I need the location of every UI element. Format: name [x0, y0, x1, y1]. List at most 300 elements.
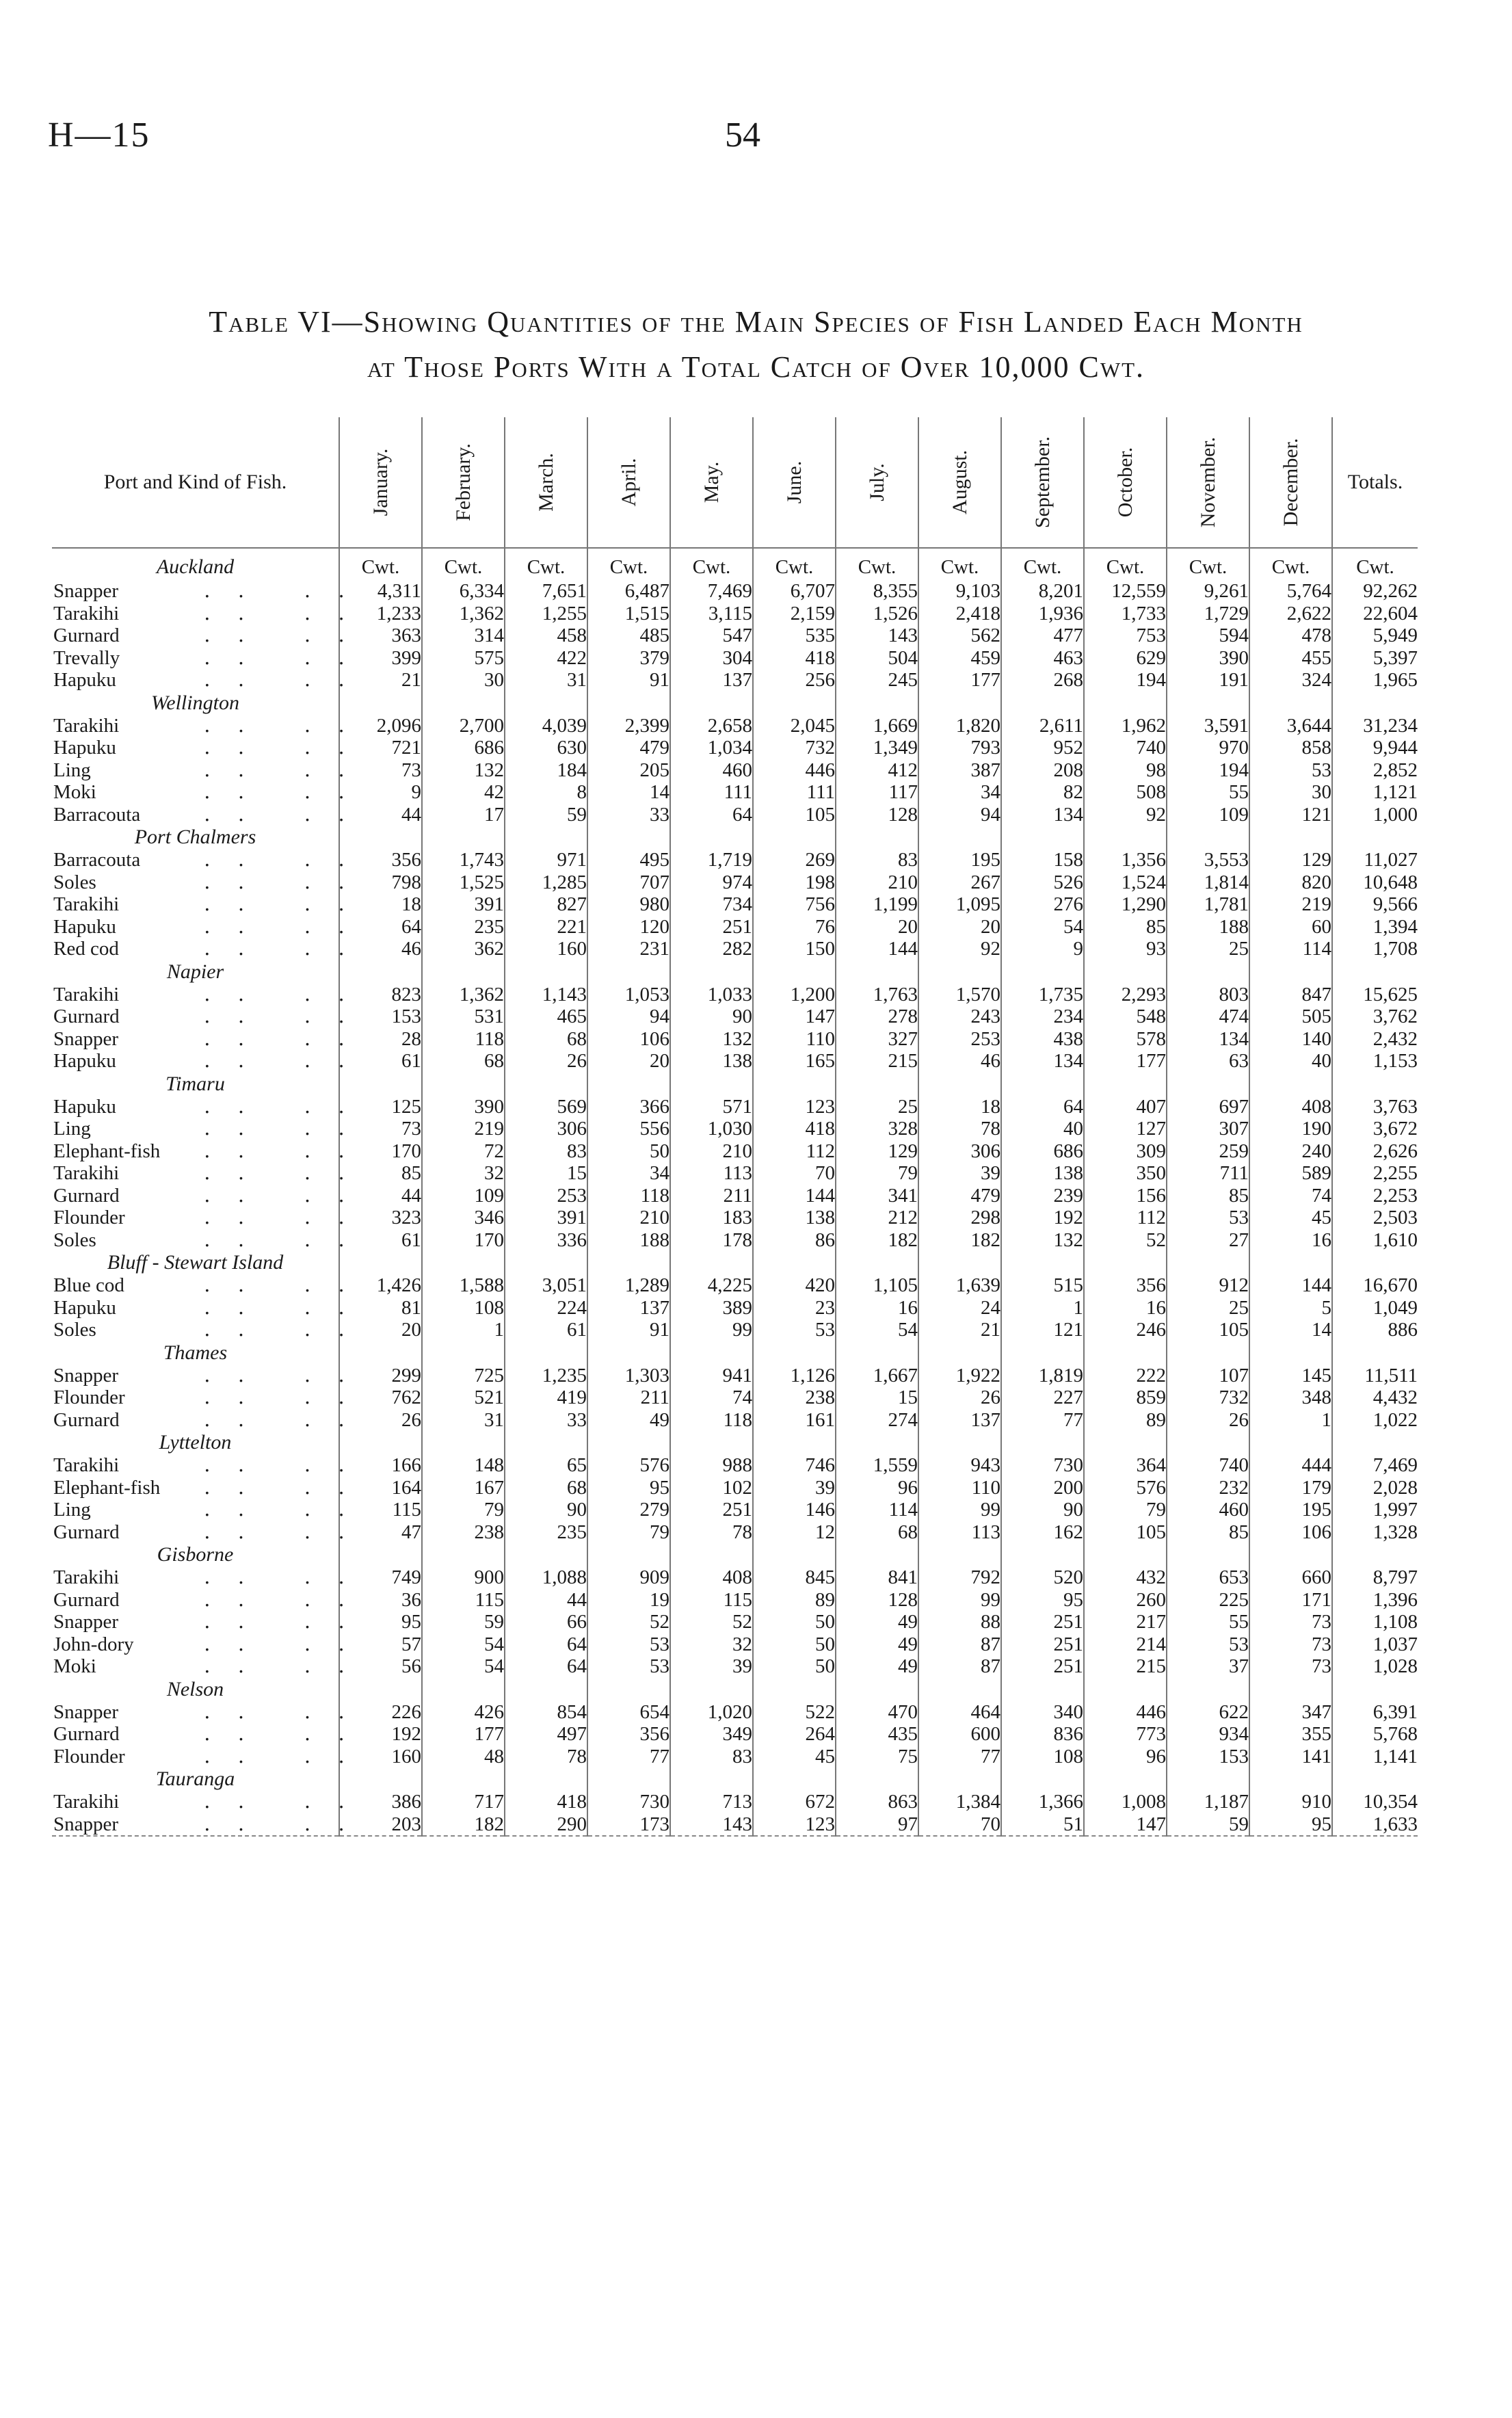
table-row — [52, 1723, 1418, 1746]
value-cell: 211 — [670, 1185, 753, 1207]
value-cell: 279 — [587, 1499, 670, 1521]
total-cell: 1,141 — [1332, 1746, 1418, 1768]
fish-cell — [52, 714, 372, 737]
value-cell: 45 — [1249, 1207, 1332, 1229]
leader-dots: ․․ ․․ — [204, 1050, 372, 1072]
fish-cell — [52, 602, 372, 625]
value-cell: 83 — [670, 1746, 753, 1768]
value-cell: 1,285 — [505, 871, 587, 894]
value-cell: 820 — [1249, 871, 1332, 894]
leader-dots: ․․ ․․ — [204, 1611, 372, 1633]
port-row — [52, 1073, 1418, 1096]
value-cell: 78 — [918, 1118, 1001, 1140]
value-cell: 33 — [587, 804, 670, 826]
value-cell: 2,611 — [1001, 715, 1084, 737]
leader-dots: ․․ ․․ — [204, 1095, 372, 1118]
fish-cell — [52, 983, 372, 1006]
month-label: December. — [1279, 438, 1302, 527]
value-cell: 190 — [1249, 1118, 1332, 1140]
value-cell: 508 — [1084, 781, 1167, 804]
value-cell: 3,553 — [1167, 849, 1249, 871]
table-row — [52, 849, 1418, 871]
leader-dots: ․․ ․․ — [204, 602, 372, 625]
table-row — [52, 1746, 1418, 1768]
value-cell: 24 — [918, 1297, 1001, 1319]
value-cell: 847 — [1249, 984, 1332, 1006]
leader-dots: ․․ ․․ — [204, 1476, 372, 1499]
value-cell: 479 — [918, 1185, 1001, 1207]
value-cell: 27 — [1167, 1229, 1249, 1252]
column-header-month — [1084, 417, 1167, 548]
value-cell: 50 — [753, 1655, 836, 1678]
unit-label: Cwt. — [422, 548, 505, 580]
value-cell: 39 — [753, 1477, 836, 1499]
value-cell: 112 — [1084, 1207, 1167, 1229]
value-cell: 909 — [587, 1566, 670, 1589]
value-cell: 102 — [670, 1477, 753, 1499]
fish-name: Gurnard — [53, 625, 120, 646]
value-cell: 253 — [918, 1028, 1001, 1051]
value-cell: 73 — [1249, 1655, 1332, 1678]
total-cell: 2,626 — [1332, 1140, 1418, 1163]
value-cell: 387 — [918, 759, 1001, 782]
value-cell: 1,814 — [1167, 871, 1249, 894]
value-cell: 160 — [339, 1746, 422, 1768]
value-cell: 111 — [753, 781, 836, 804]
value-cell: 1,008 — [1084, 1791, 1167, 1813]
value-cell: 115 — [422, 1589, 505, 1612]
value-cell: 26 — [918, 1387, 1001, 1409]
value-cell: 89 — [753, 1589, 836, 1612]
total-cell: 2,503 — [1332, 1207, 1418, 1229]
column-header-month — [753, 417, 836, 548]
unit-label: Cwt. — [753, 548, 836, 580]
value-cell: 113 — [918, 1521, 1001, 1544]
table-row — [52, 1387, 1418, 1409]
value-cell: 6,707 — [753, 580, 836, 603]
value-cell: 160 — [505, 938, 587, 960]
value-cell: 26 — [339, 1409, 422, 1432]
value-cell: 3,051 — [505, 1274, 587, 1297]
value-cell: 68 — [505, 1477, 587, 1499]
fish-name: Tarakihi — [53, 714, 120, 737]
value-cell: 2,700 — [422, 715, 505, 737]
value-cell: 177 — [918, 669, 1001, 692]
value-cell: 389 — [670, 1297, 753, 1319]
value-cell: 32 — [422, 1162, 505, 1185]
table-row — [52, 1365, 1418, 1387]
table-row — [52, 1521, 1418, 1544]
value-cell: 1,105 — [836, 1274, 918, 1297]
page-ref: H—15 — [48, 116, 150, 155]
value-cell: 444 — [1249, 1454, 1332, 1477]
total-cell: 4,432 — [1332, 1387, 1418, 1409]
value-cell: 713 — [670, 1791, 753, 1813]
value-cell: 205 — [587, 759, 670, 782]
value-cell: 531 — [422, 1006, 505, 1028]
unit-label: Cwt. — [670, 548, 753, 580]
value-cell: 146 — [753, 1499, 836, 1521]
total-cell: 1,022 — [1332, 1409, 1418, 1432]
value-cell: 3,591 — [1167, 715, 1249, 737]
fish-name: Tarakihi — [53, 893, 120, 915]
value-cell: 144 — [836, 938, 918, 960]
value-cell: 1,053 — [587, 984, 670, 1006]
value-cell: 235 — [505, 1521, 587, 1544]
fish-name: Flounder — [53, 1745, 125, 1767]
value-cell: 732 — [753, 737, 836, 759]
total-cell: 1,153 — [1332, 1050, 1418, 1073]
value-cell: 470 — [836, 1701, 918, 1724]
value-cell: 77 — [1001, 1409, 1084, 1432]
leader-dots: ․․ ․․ — [204, 1700, 372, 1723]
value-cell: 900 — [422, 1566, 505, 1589]
fish-name: Ling — [53, 1118, 91, 1140]
value-cell: 264 — [753, 1723, 836, 1746]
value-cell: 198 — [753, 871, 836, 894]
page-number: 54 — [725, 116, 760, 155]
value-cell: 407 — [1084, 1096, 1167, 1118]
value-cell: 191 — [1167, 669, 1249, 692]
value-cell: 9 — [339, 781, 422, 804]
total-cell: 1,028 — [1332, 1655, 1418, 1678]
value-cell: 497 — [505, 1723, 587, 1746]
value-cell: 144 — [1249, 1274, 1332, 1297]
table-row — [52, 1633, 1418, 1656]
leader-dots: ․․ ․․ — [204, 1162, 372, 1184]
leader-dots: ․․ ․․ — [204, 893, 372, 915]
value-cell: 21 — [339, 669, 422, 692]
leader-dots: ․․ ․․ — [204, 1588, 372, 1611]
value-cell: 356 — [339, 849, 422, 871]
value-cell: 408 — [670, 1566, 753, 1589]
table-row — [52, 1274, 1418, 1297]
value-cell: 1,126 — [753, 1365, 836, 1387]
value-cell: 364 — [1084, 1454, 1167, 1477]
value-cell: 221 — [505, 916, 587, 938]
table-row — [52, 625, 1418, 647]
fish-name: Tarakihi — [53, 1162, 120, 1184]
value-cell: 138 — [1001, 1162, 1084, 1185]
value-cell: 137 — [587, 1297, 670, 1319]
value-cell: 971 — [505, 849, 587, 871]
value-cell: 1,515 — [587, 603, 670, 625]
value-cell: 422 — [505, 647, 587, 670]
leader-dots: ․․ ․․ — [204, 646, 372, 669]
value-cell: 420 — [753, 1274, 836, 1297]
value-cell: 1,743 — [422, 849, 505, 871]
table-row — [52, 715, 1418, 737]
value-cell: 306 — [505, 1118, 587, 1140]
value-cell: 548 — [1084, 1006, 1167, 1028]
value-cell: 2,096 — [339, 715, 422, 737]
value-cell: 89 — [1084, 1409, 1167, 1432]
value-cell: 845 — [753, 1566, 836, 1589]
column-header-month — [587, 417, 670, 548]
value-cell: 15 — [505, 1162, 587, 1185]
value-cell: 107 — [1167, 1365, 1249, 1387]
column-header-month — [836, 417, 918, 548]
fish-name: Snapper — [53, 1611, 119, 1633]
value-cell: 64 — [1001, 1096, 1084, 1118]
table-row — [52, 1229, 1418, 1252]
total-cell: 1,708 — [1332, 938, 1418, 960]
value-cell: 212 — [836, 1207, 918, 1229]
value-cell: 87 — [918, 1655, 1001, 1678]
value-cell: 418 — [753, 1118, 836, 1140]
fish-cell — [52, 1118, 372, 1140]
leader-dots: ․․ ․․ — [204, 625, 372, 646]
fish-cell — [52, 893, 372, 916]
port-name: Port Chalmers — [134, 826, 256, 848]
total-cell: 9,566 — [1332, 893, 1418, 916]
value-cell: 2,045 — [753, 715, 836, 737]
column-header-month — [1001, 417, 1084, 548]
value-cell: 391 — [422, 893, 505, 916]
value-cell: 188 — [1167, 916, 1249, 938]
value-cell: 390 — [1167, 647, 1249, 670]
value-cell: 1,729 — [1167, 603, 1249, 625]
fish-cell — [52, 1611, 372, 1633]
value-cell: 134 — [1001, 804, 1084, 826]
table-row — [52, 1701, 1418, 1724]
value-cell: 8 — [505, 781, 587, 804]
table-row — [52, 1589, 1418, 1612]
value-cell: 73 — [1249, 1633, 1332, 1656]
value-cell: 432 — [1084, 1566, 1167, 1589]
value-cell: 138 — [753, 1207, 836, 1229]
value-cell: 240 — [1249, 1140, 1332, 1163]
value-cell: 8,355 — [836, 580, 918, 603]
fish-name: Hapuku — [53, 669, 116, 691]
value-cell: 36 — [339, 1589, 422, 1612]
value-cell: 56 — [339, 1655, 422, 1678]
value-cell: 238 — [422, 1521, 505, 1544]
value-cell: 188 — [587, 1229, 670, 1252]
value-cell: 251 — [670, 916, 753, 938]
value-cell: 1,384 — [918, 1791, 1001, 1813]
fish-cell — [52, 1207, 372, 1229]
value-cell: 505 — [1249, 1006, 1332, 1028]
value-cell: 459 — [918, 647, 1001, 670]
unit-label: Cwt. — [1001, 548, 1084, 580]
value-cell: 1,588 — [422, 1274, 505, 1297]
value-cell: 125 — [339, 1096, 422, 1118]
value-cell: 109 — [1167, 804, 1249, 826]
value-cell: 134 — [1001, 1050, 1084, 1073]
value-cell: 64 — [505, 1655, 587, 1678]
value-cell: 672 — [753, 1791, 836, 1813]
total-cell: 1,394 — [1332, 916, 1418, 938]
value-cell: 137 — [670, 669, 753, 692]
value-cell: 79 — [422, 1499, 505, 1521]
value-cell: 53 — [1249, 759, 1332, 782]
value-cell: 654 — [587, 1701, 670, 1724]
value-cell: 730 — [1001, 1454, 1084, 1477]
total-cell: 2,852 — [1332, 759, 1418, 782]
value-cell: 210 — [836, 871, 918, 894]
table-row — [52, 1791, 1418, 1813]
leader-dots: ․․ ․․ — [204, 1228, 372, 1251]
fish-cell — [52, 1387, 372, 1409]
value-cell: 243 — [918, 1006, 1001, 1028]
value-cell: 458 — [505, 625, 587, 647]
value-cell: 6,334 — [422, 580, 505, 603]
leader-dots: ․․ ․․ — [204, 1791, 372, 1813]
value-cell: 234 — [1001, 1006, 1084, 1028]
fish-name: Snapper — [53, 1027, 119, 1050]
port-name: Tauranga — [155, 1767, 235, 1790]
column-header-totals: Totals. — [1332, 417, 1418, 548]
value-cell: 52 — [587, 1611, 670, 1633]
table-row — [52, 1207, 1418, 1229]
fish-cell — [52, 1162, 372, 1185]
value-cell: 210 — [587, 1207, 670, 1229]
value-cell: 306 — [918, 1140, 1001, 1163]
value-cell: 547 — [670, 625, 753, 647]
table-row — [52, 1028, 1418, 1051]
table-row — [52, 1297, 1418, 1319]
value-cell: 105 — [1084, 1521, 1167, 1544]
value-cell: 158 — [1001, 849, 1084, 871]
value-cell: 278 — [836, 1006, 918, 1028]
value-cell: 222 — [1084, 1365, 1167, 1387]
value-cell: 59 — [1167, 1813, 1249, 1837]
value-cell: 235 — [422, 916, 505, 938]
table-row — [52, 781, 1418, 804]
value-cell: 390 — [422, 1096, 505, 1118]
value-cell: 854 — [505, 1701, 587, 1724]
table-row — [52, 1050, 1418, 1073]
value-cell: 18 — [339, 893, 422, 916]
fish-name: Elephant-fish — [53, 1476, 161, 1499]
value-cell: 1,289 — [587, 1274, 670, 1297]
value-cell: 578 — [1084, 1028, 1167, 1051]
value-cell: 53 — [1167, 1207, 1249, 1229]
value-cell: 75 — [836, 1746, 918, 1768]
value-cell: 128 — [836, 804, 918, 826]
total-cell: 1,049 — [1332, 1297, 1418, 1319]
value-cell: 88 — [918, 1611, 1001, 1633]
fish-name: Gurnard — [53, 1408, 120, 1431]
value-cell: 106 — [587, 1028, 670, 1051]
value-cell: 446 — [753, 759, 836, 782]
value-cell: 1,669 — [836, 715, 918, 737]
value-cell: 54 — [422, 1655, 505, 1678]
value-cell: 349 — [670, 1723, 753, 1746]
value-cell: 355 — [1249, 1723, 1332, 1746]
value-cell: 340 — [1001, 1701, 1084, 1724]
leader-dots: ․․ ․․ — [204, 1454, 372, 1476]
value-cell: 1 — [1001, 1297, 1084, 1319]
fish-name: Snapper — [53, 1364, 119, 1387]
fish-cell — [52, 938, 372, 960]
month-label: July. — [865, 463, 888, 501]
value-cell: 54 — [422, 1633, 505, 1656]
value-cell: 3,644 — [1249, 715, 1332, 737]
leader-dots: ․․ ․․ — [204, 737, 372, 759]
fish-cell — [52, 1319, 372, 1341]
leader-dots: ․․ ․․ — [204, 1027, 372, 1050]
total-cell: 11,511 — [1332, 1365, 1418, 1387]
column-header-month — [339, 417, 422, 548]
value-cell: 391 — [505, 1207, 587, 1229]
unit-label: Cwt. — [1249, 548, 1332, 580]
value-cell: 93 — [1084, 938, 1167, 960]
value-cell: 366 — [587, 1096, 670, 1118]
fish-cell — [52, 1228, 372, 1252]
value-cell: 143 — [836, 625, 918, 647]
value-cell: 73 — [339, 1118, 422, 1140]
value-cell: 208 — [1001, 759, 1084, 782]
value-cell: 95 — [1249, 1813, 1332, 1837]
table-row — [52, 1319, 1418, 1341]
value-cell: 145 — [1249, 1365, 1332, 1387]
value-cell: 1,639 — [918, 1274, 1001, 1297]
value-cell: 859 — [1084, 1387, 1167, 1409]
value-cell: 725 — [422, 1365, 505, 1387]
fish-name: Barracouta — [53, 849, 141, 871]
value-cell: 309 — [1084, 1140, 1167, 1163]
total-cell: 8,797 — [1332, 1566, 1418, 1589]
value-cell: 92 — [918, 938, 1001, 960]
value-cell: 148 — [422, 1454, 505, 1477]
value-cell: 106 — [1249, 1521, 1332, 1544]
fish-cell — [52, 646, 372, 670]
value-cell: 85 — [339, 1162, 422, 1185]
leader-dots: ․․ ․․ — [204, 781, 372, 803]
total-cell: 10,648 — [1332, 871, 1418, 894]
value-cell: 73 — [1249, 1611, 1332, 1633]
fish-name: Gurnard — [53, 1723, 120, 1745]
value-cell: 1,962 — [1084, 715, 1167, 737]
month-label: October. — [1113, 447, 1137, 518]
total-cell: 5,768 — [1332, 1723, 1418, 1746]
header-row — [52, 417, 1418, 548]
fish-cell — [52, 781, 372, 804]
value-cell: 274 — [836, 1409, 918, 1432]
value-cell: 121 — [1001, 1319, 1084, 1341]
value-cell: 166 — [339, 1454, 422, 1477]
total-cell: 1,121 — [1332, 781, 1418, 804]
value-cell: 162 — [1001, 1521, 1084, 1544]
value-cell: 1,667 — [836, 1365, 918, 1387]
column-header-port-fish: Port and Kind of Fish. — [52, 417, 339, 548]
month-label: August. — [948, 449, 971, 515]
value-cell: 5 — [1249, 1297, 1332, 1319]
value-cell: 52 — [1084, 1229, 1167, 1252]
value-cell: 299 — [339, 1365, 422, 1387]
value-cell: 34 — [587, 1162, 670, 1185]
value-cell: 118 — [587, 1185, 670, 1207]
table-row — [52, 669, 1418, 692]
fish-name: Moki — [53, 1655, 96, 1677]
value-cell: 827 — [505, 893, 587, 916]
value-cell: 42 — [422, 781, 505, 804]
total-cell: 1,997 — [1332, 1499, 1418, 1521]
value-cell: 68 — [505, 1028, 587, 1051]
value-cell: 161 — [753, 1409, 836, 1432]
value-cell: 68 — [836, 1521, 918, 1544]
table-row — [52, 916, 1418, 938]
value-cell: 90 — [1001, 1499, 1084, 1521]
leader-dots: ․․ ․․ — [204, 803, 372, 826]
value-cell: 138 — [670, 1050, 753, 1073]
leader-dots: ․․ ․․ — [204, 1655, 372, 1677]
value-cell: 194 — [1084, 669, 1167, 692]
fish-cell — [52, 1723, 372, 1746]
value-cell: 115 — [339, 1499, 422, 1521]
